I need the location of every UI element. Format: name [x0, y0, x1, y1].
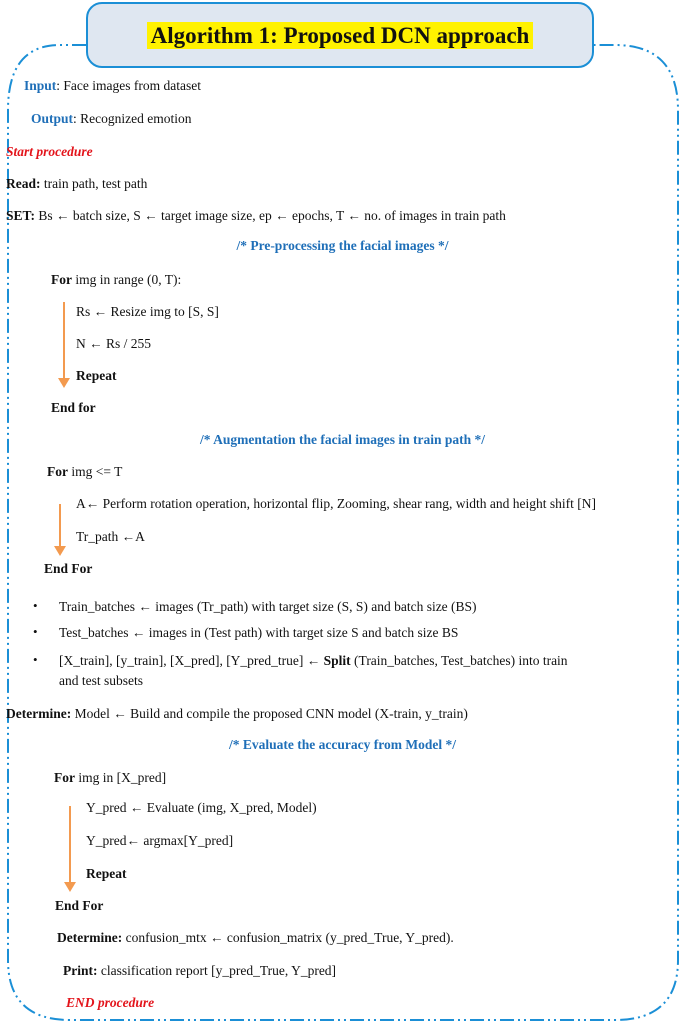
bullet-3-pre: [X_train], [y_train], [X_pred], [Y_pred_true] ←: [59, 653, 324, 668]
input-keyword: Input: [24, 78, 57, 93]
comment-preprocess: /* Pre-processing the facial images */: [236, 238, 449, 253]
bullet-3-post: (Train_batches, Test_batches) into train: [350, 653, 568, 668]
loop2-for: [47, 464, 122, 480]
print-keyword: Print:: [63, 963, 98, 978]
bullet-3-cont: and test subsets: [59, 673, 143, 688]
loop3-step1: Y_pred ← Evaluate (img, X_pred, Model): [86, 800, 317, 815]
bullet-marker-1: •: [33, 598, 38, 613]
loop1-end: End for: [51, 400, 96, 415]
read-line: [6, 176, 147, 192]
loop2-step2: Tr_path ←A: [76, 529, 145, 544]
determine-model-text: Model ← Build and compile the proposed CNN model (X-train, y_train): [71, 706, 468, 721]
bullet-2: Test_batches ← images in (Test path) with target size S and batch size BS: [59, 625, 459, 640]
read-keyword: Read:: [6, 176, 41, 191]
print-line: [63, 963, 336, 979]
output-line: [31, 111, 192, 127]
split-keyword: Split: [323, 653, 351, 668]
determine-conf-text: confusion_mtx ← confusion_matrix (y_pred_True, Y_pred).: [122, 930, 454, 945]
set-keyword: SET:: [6, 208, 36, 223]
determine-conf-line: [57, 930, 454, 946]
loop2-step1: A← Perform rotation operation, horizontal flip, Zooming, shear rang, width and height shift [N]: [76, 496, 597, 511]
loop3-end: End For: [55, 898, 104, 913]
input-line: [24, 78, 201, 94]
print-text: classification report [y_pred_True, Y_pred]: [97, 963, 337, 978]
output-text: : Recognized emotion: [73, 111, 192, 126]
loop3-for-keyword: For: [54, 770, 75, 785]
set-text: Bs ← batch size, S ← target image size, ep ← epochs, T ← no. of images in train path: [35, 208, 506, 223]
loop1-for-text: img in range (0, T):: [72, 272, 182, 287]
bullet-1: Train_batches ← images (Tr_path) with target size (S, S) and batch size (BS): [59, 599, 477, 614]
determine-model-line: [6, 706, 468, 722]
loop2-end: End For: [44, 561, 93, 576]
start-procedure: Start procedure: [6, 144, 93, 159]
title-box: [86, 2, 594, 68]
determine-model-keyword: Determine:: [6, 706, 72, 721]
loop1-for: [51, 272, 181, 288]
bullet-marker-2: •: [33, 624, 38, 639]
loop1-step2: N ← Rs / 255: [76, 336, 152, 351]
loop1-step1: Rs ← Resize img to [S, S]: [76, 304, 219, 319]
input-text: : Face images from dataset: [56, 78, 201, 93]
set-line: [6, 208, 506, 224]
comment-augment: /* Augmentation the facial images in train path */: [199, 432, 485, 447]
loop2-for-keyword: For: [47, 464, 68, 479]
loop3-step2: Y_pred← argmax[Y_pred]: [86, 833, 234, 848]
determine-conf-keyword: Determine:: [57, 930, 123, 945]
loop3-for-text: img in [X_pred]: [75, 770, 167, 785]
loop2-for-text: img <= T: [68, 464, 123, 479]
loop1-for-keyword: For: [51, 272, 72, 287]
output-keyword: Output: [31, 111, 74, 126]
read-text: train path, test path: [40, 176, 148, 191]
loop3-repeat: Repeat: [86, 866, 127, 881]
bullet-3: [59, 653, 568, 669]
bullet-marker-3: •: [33, 652, 38, 667]
loop1-repeat: Repeat: [76, 368, 117, 383]
algorithm-title: Algorithm 1: Proposed DCN approach: [147, 22, 534, 49]
comment-evaluate: /* Evaluate the accuracy from Model */: [229, 737, 456, 752]
loop3-for: [54, 770, 166, 786]
end-procedure: END procedure: [66, 995, 155, 1010]
